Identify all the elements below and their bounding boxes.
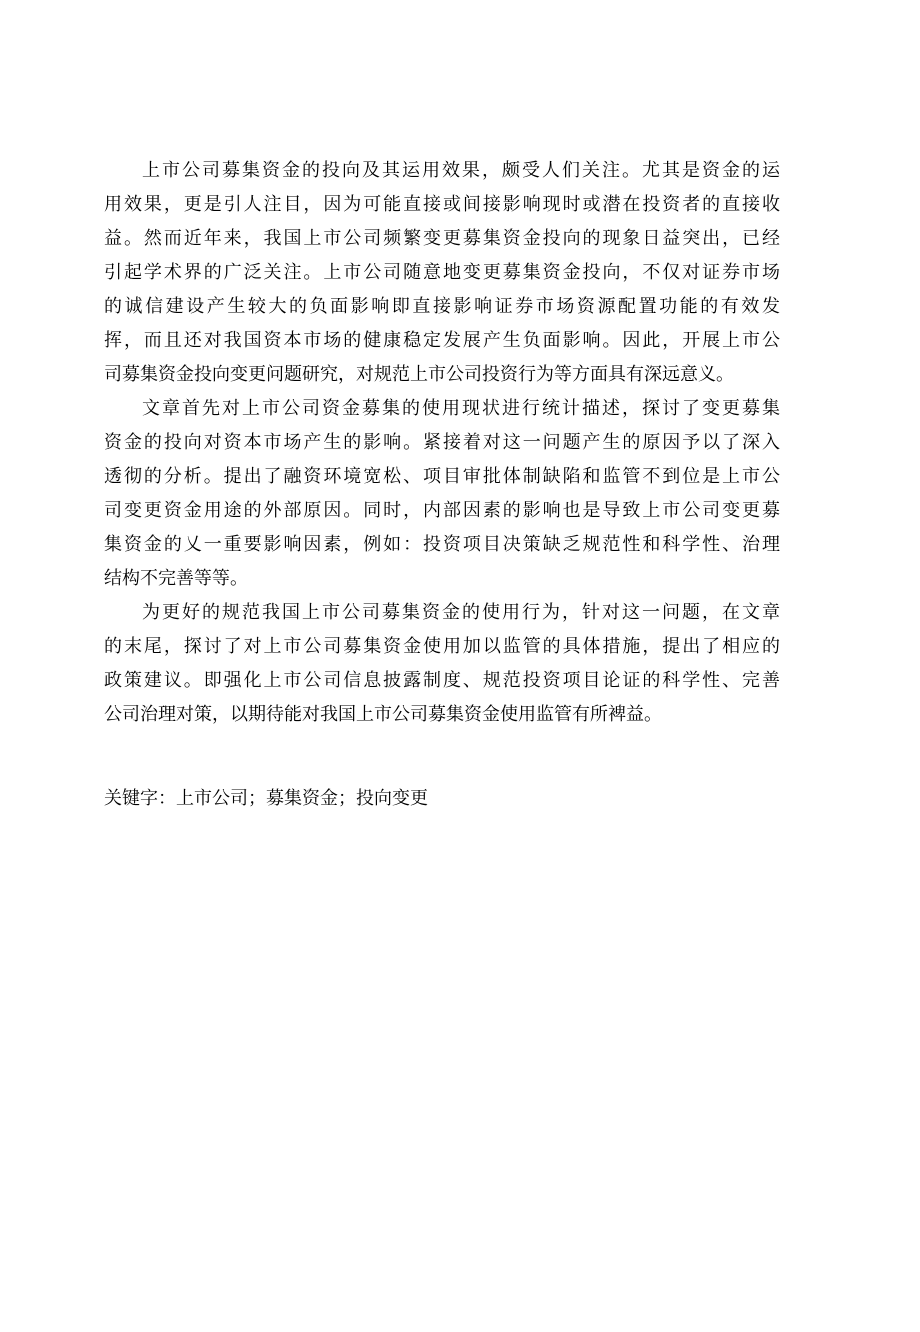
text-line: 集资金的乂一重要影响因素，例如：投资项目决策缺乏规范性和科学性、治理	[104, 534, 780, 555]
keywords-line: 关键字：上市公司；募集资金；投向变更	[104, 788, 428, 809]
text-line: 结构不完善等等。	[104, 568, 248, 589]
text-line: 透彻的分析。提出了融资环境宽松、项目审批体制缺陷和监管不到位是上市公	[104, 466, 780, 487]
text-line: 的末尾，探讨了对上市公司募集资金使用加以监管的具体措施，提出了相应的	[104, 636, 780, 657]
text-line: 用效果，更是引人注目，因为可能直接或间接影响现时或潜在投资者的直接收	[104, 194, 780, 215]
text-line: 为更好的规范我国上市公司募集资金的使用行为，针对这一问题，在文章	[142, 602, 780, 623]
text-line: 引起学术界的广泛关注。上市公司随意地变更募集资金投向，不仅对证券市场	[104, 262, 780, 283]
text-line: 挥，而且还对我国资本市场的健康稳定发展产生负面影响。因此，开展上市公	[104, 330, 780, 351]
abstract-paragraph-1	[104, 154, 780, 392]
text-line: 政策建议。即强化上市公司信息披露制度、规范投资项目论证的科学性、完善	[104, 670, 780, 691]
text-line: 上市公司募集资金的投向及其运用效果，颇受人们关注。尤其是资金的运	[142, 160, 780, 181]
text-line: 益。然而近年来，我国上市公司频繁变更募集资金投向的现象日益突出，已经	[104, 228, 780, 249]
text-line: 的诚信建设产生较大的负面影响即直接影响证券市场资源配置功能的有效发	[104, 296, 780, 317]
abstract-paragraph-3	[104, 596, 780, 732]
text-line: 司变更资金用途的外部原因。同时，内部因素的影响也是导致上市公司变更募	[104, 500, 780, 521]
text-line: 文章首先对上市公司资金募集的使用现状进行统计描述，探讨了变更募集	[142, 398, 780, 419]
text-line: 公司治理对策，以期待能对我国上市公司募集资金使用监管有所裨益。	[104, 704, 662, 725]
abstract-body	[104, 154, 780, 732]
text-line: 司募集资金投向变更问题研究，对规范上市公司投资行为等方面具有深远意义。	[104, 364, 734, 385]
abstract-paragraph-2	[104, 392, 780, 596]
text-line: 资金的投向对资本市场产生的影响。紧接着对这一问题产生的原因予以了深入	[104, 432, 780, 453]
